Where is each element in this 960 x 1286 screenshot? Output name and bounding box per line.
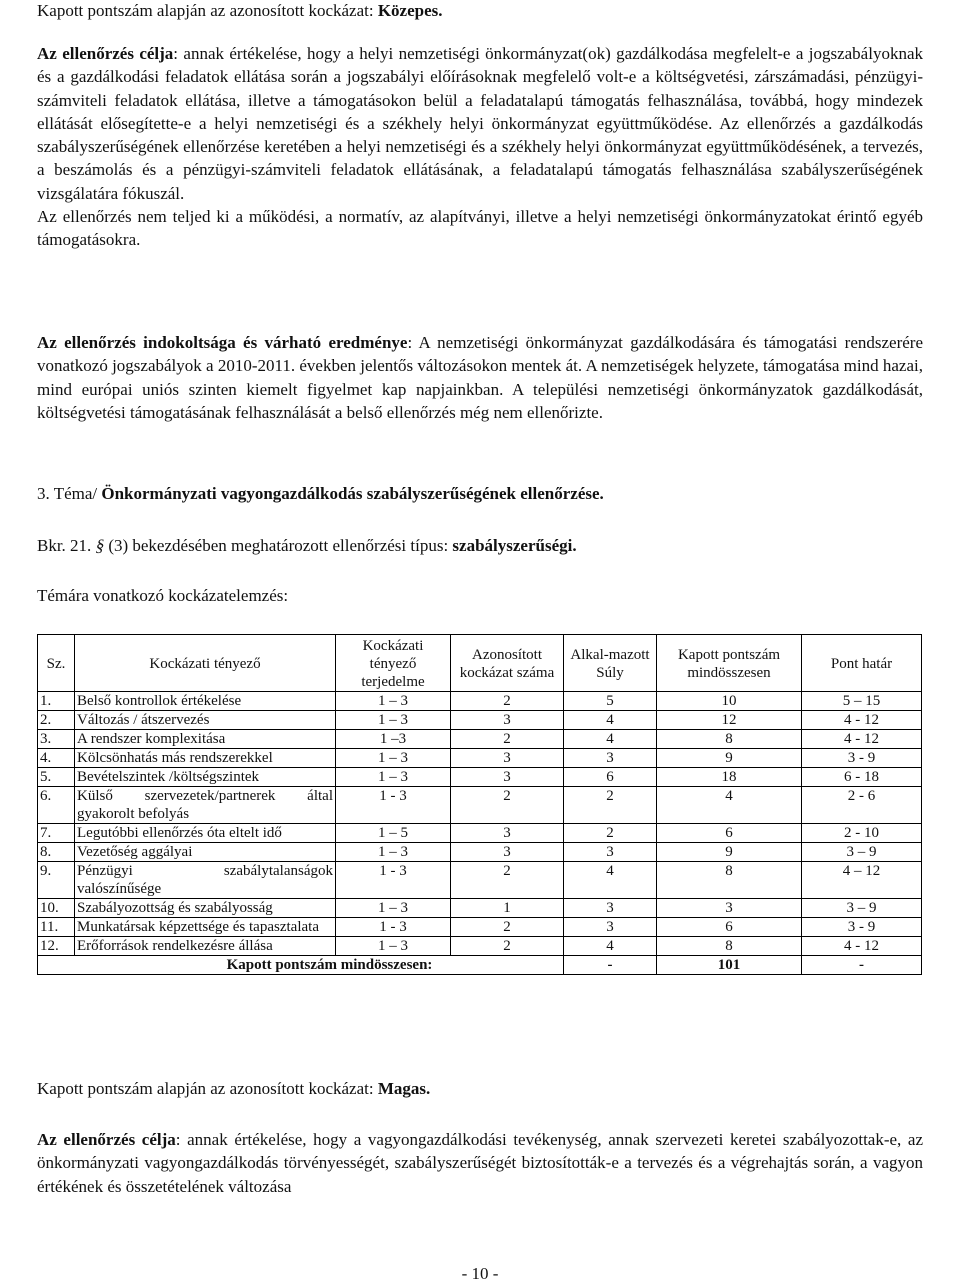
- goal-text-2: Az ellenőrzés nem teljed ki a működési, a normatív, az alapítványi, illetve a helyi nemzetiségi önkormányzatokat érintő egyéb támogatásokra.: [37, 207, 923, 250]
- bkr-line: [37, 535, 577, 557]
- row-weight: 4: [564, 730, 657, 749]
- table-row: [38, 918, 922, 937]
- bkr-type: szabályszerűségi.: [452, 536, 577, 555]
- row-extent: 1 – 3: [336, 937, 451, 956]
- row-no: 1.: [38, 692, 75, 711]
- table-row: [38, 824, 922, 843]
- row-no: 6.: [38, 787, 75, 824]
- risk-result-prefix: Kapott pontszám alapján az azonosított kockázat:: [37, 1, 378, 20]
- table-row: [38, 692, 922, 711]
- row-factor: Változás / átszervezés: [75, 711, 336, 730]
- header-points: Kapott pontszám mindösszesen: [657, 635, 802, 692]
- goal2-text: : annak értékelése, hogy a vagyongazdálkodási tevékenység, annak szervezeti keretei szabályozottak-e, az önkormányzati vagyongazdálkodás törvényességét, szabályszerűségét biztosították-e a tervezés és a végrehajtás során, a vagyon értékének és összetételének változása: [37, 1130, 924, 1196]
- row-factor: Szabályozottság és szabályosság: [75, 899, 336, 918]
- row-extent: 1 - 3: [336, 862, 451, 899]
- row-factor: Vezetőség aggályai: [75, 843, 336, 862]
- row-points: 8: [657, 862, 802, 899]
- row-extent: 1 –3: [336, 730, 451, 749]
- row-factor: Kölcsönhatás más rendszerekkel: [75, 749, 336, 768]
- header-factor: Kockázati tényező: [75, 635, 336, 692]
- justification-text: : A nemzetiségi önkormányzat gazdálkodására és támogatási rendszerére vonatkozó jogszabályok a 2010-2011. években jelentős változásokon mentek át. A nemzetiségek helyzete, támogatása mind hazai, mind európai uniós szinten kiemelt figyelmet kap napjainkban. A települési nemzetiségi önkormányzatok gazdálkodását, költségvetési támogatásának felhasználását a belső ellenőrzés még nem ellenőrizte.: [37, 333, 923, 422]
- row-limit: 6 - 18: [802, 768, 922, 787]
- row-extent: 1 - 3: [336, 787, 451, 824]
- row-no: 9.: [38, 862, 75, 899]
- row-count: 3: [451, 843, 564, 862]
- row-limit: 3 – 9: [802, 843, 922, 862]
- risk-result-prefix-2: Kapott pontszám alapján az azonosított kockázat:: [37, 1079, 378, 1098]
- row-weight: 5: [564, 692, 657, 711]
- row-extent: 1 – 3: [336, 711, 451, 730]
- row-weight: 2: [564, 824, 657, 843]
- row-factor-text: Külső szervezetek/partnerek által gyakorolt befolyás: [77, 788, 333, 822]
- row-weight: 3: [564, 899, 657, 918]
- row-count: 3: [451, 711, 564, 730]
- row-no: 7.: [38, 824, 75, 843]
- row-limit: 2 - 6: [802, 787, 922, 824]
- row-no: 8.: [38, 843, 75, 862]
- row-extent: 1 – 3: [336, 899, 451, 918]
- goal-label: Az ellenőrzés célja: [37, 44, 174, 63]
- theme-title: Önkormányzati vagyongazdálkodás szabályszerűségének ellenőrzése.: [101, 484, 604, 503]
- row-points: 6: [657, 824, 802, 843]
- goal2-label: Az ellenőrzés célja: [37, 1130, 176, 1149]
- row-weight: 3: [564, 843, 657, 862]
- header-extent: Kockázati tényező terjedelme: [336, 635, 451, 692]
- table-total-row: [38, 956, 922, 975]
- row-factor-text: Pénzügyi szabálytalanságok valószínűsége: [77, 863, 333, 897]
- row-points: 6: [657, 918, 802, 937]
- row-weight: 4: [564, 937, 657, 956]
- theme-heading: [37, 483, 604, 505]
- goal2-paragraph: [37, 1128, 923, 1198]
- justification-paragraph: [37, 331, 923, 424]
- row-no: 5.: [38, 768, 75, 787]
- total-limit: -: [802, 956, 922, 975]
- row-count: 1: [451, 899, 564, 918]
- row-factor: Bevételszintek /költségszintek: [75, 768, 336, 787]
- risk-analysis-heading: Témára vonatkozó kockázatelemzés:: [37, 586, 289, 605]
- risk-table: [37, 634, 922, 975]
- row-weight: 2: [564, 787, 657, 824]
- goal-paragraph: [37, 42, 923, 252]
- table-row: [38, 768, 922, 787]
- table-row: [38, 862, 922, 899]
- row-factor: Belső kontrollok értékelése: [75, 692, 336, 711]
- row-points: 3: [657, 899, 802, 918]
- row-factor: Erőforrások rendelkezésre állása: [75, 937, 336, 956]
- row-count: 2: [451, 787, 564, 824]
- row-count: 3: [451, 768, 564, 787]
- page-number: - 10 -: [461, 1264, 499, 1283]
- table-row: [38, 749, 922, 768]
- row-count: 2: [451, 730, 564, 749]
- theme-prefix: 3. Téma/: [37, 484, 102, 503]
- row-count: 2: [451, 862, 564, 899]
- row-weight: 4: [564, 862, 657, 899]
- row-extent: 1 – 3: [336, 843, 451, 862]
- row-limit: 5 – 15: [802, 692, 922, 711]
- row-limit: 4 – 12: [802, 862, 922, 899]
- row-weight: 6: [564, 768, 657, 787]
- row-factor: A rendszer komplexitása: [75, 730, 336, 749]
- goal-text: : annak értékelése, hogy a helyi nemzetiségi önkormányzat(ok) gazdálkodása megfelelt-e a jogszabályoknak és a gazdálkodási feladatok ellátása során a jogszabályi előírásoknak megfelelő volt-e a költségvetési, zárszámadási, pénzügyi-számviteli feladatok ellátása, illetve a támogatásokon belül a feladatalapú támogatás felhasználása, továbbá, hogy mindezek ellátását elősegítette-e a helyi nemzetiségi és a székhely helyi önkormányzat együttműködése. Az ellenőrzés a gazdálkodás szabályszerűségének ellenőrzése keretében a helyi nemzetiségi és a székhely helyi önkormányzat együttműködésének, a tervezés, a beszámolás és a pénzügyi-számviteli feladatok ellátásának, a feladatalapú támogatás felhasználása szabályszerűségének vizsgálatára fókuszál.: [37, 44, 923, 203]
- row-factor: Legutóbbi ellenőrzés óta eltelt idő: [75, 824, 336, 843]
- row-weight: 4: [564, 711, 657, 730]
- row-no: 10.: [38, 899, 75, 918]
- bkr-prefix: Bkr. 21.: [37, 536, 96, 555]
- row-no: 3.: [38, 730, 75, 749]
- row-no: 2.: [38, 711, 75, 730]
- total-points: 101: [657, 956, 802, 975]
- row-factor-text: Munkatársak képzettsége és tapasztalata: [77, 919, 319, 935]
- row-count: 2: [451, 937, 564, 956]
- row-limit: 4 - 12: [802, 711, 922, 730]
- row-limit: 3 - 9: [802, 918, 922, 937]
- row-count: 2: [451, 692, 564, 711]
- row-points: 18: [657, 768, 802, 787]
- total-weight: -: [564, 956, 657, 975]
- table-row: [38, 711, 922, 730]
- row-weight: 3: [564, 749, 657, 768]
- row-count: 2: [451, 918, 564, 937]
- header-limit: Pont határ: [802, 635, 922, 692]
- row-limit: 3 - 9: [802, 749, 922, 768]
- row-limit: 4 - 12: [802, 937, 922, 956]
- row-no: 11.: [38, 918, 75, 937]
- risk-result-level-2: Magas.: [377, 1079, 431, 1098]
- row-points: 8: [657, 730, 802, 749]
- justification-label: Az ellenőrzés indokoltsága és várható eredménye: [37, 333, 408, 352]
- row-count: 3: [451, 824, 564, 843]
- total-label: Kapott pontszám mindösszesen:: [38, 956, 564, 975]
- row-factor: [75, 918, 336, 937]
- row-extent: 1 – 3: [336, 768, 451, 787]
- bkr-middle: (3) bekezdésében meghatározott ellenőrzési típus:: [104, 536, 453, 555]
- row-extent: 1 - 3: [336, 918, 451, 937]
- header-risk-count: Azonosított kockázat száma: [451, 635, 564, 692]
- row-factor: [75, 862, 336, 899]
- row-points: 8: [657, 937, 802, 956]
- row-extent: 1 – 3: [336, 692, 451, 711]
- table-row: [38, 937, 922, 956]
- risk-result-line-top: [37, 0, 443, 22]
- row-extent: 1 – 5: [336, 824, 451, 843]
- table-row: [38, 899, 922, 918]
- row-factor: [75, 787, 336, 824]
- row-no: 12.: [38, 937, 75, 956]
- row-limit: 4 - 12: [802, 730, 922, 749]
- row-no: 4.: [38, 749, 75, 768]
- row-points: 12: [657, 711, 802, 730]
- row-weight: 3: [564, 918, 657, 937]
- risk-result-level: Közepes.: [377, 1, 443, 20]
- header-weight: Alkal-mazott Súly: [564, 635, 657, 692]
- row-count: 3: [451, 749, 564, 768]
- header-no: Sz.: [38, 635, 75, 692]
- row-limit: 2 - 10: [802, 824, 922, 843]
- row-extent: 1 – 3: [336, 749, 451, 768]
- row-points: 4: [657, 787, 802, 824]
- section-sign: §: [93, 536, 107, 555]
- row-points: 9: [657, 749, 802, 768]
- risk-result-line-bottom: [37, 1078, 430, 1100]
- row-limit: 3 – 9: [802, 899, 922, 918]
- risk-table-header: [38, 635, 922, 692]
- row-points: 9: [657, 843, 802, 862]
- table-row: [38, 730, 922, 749]
- table-row: [38, 843, 922, 862]
- row-points: 10: [657, 692, 802, 711]
- table-row: [38, 787, 922, 824]
